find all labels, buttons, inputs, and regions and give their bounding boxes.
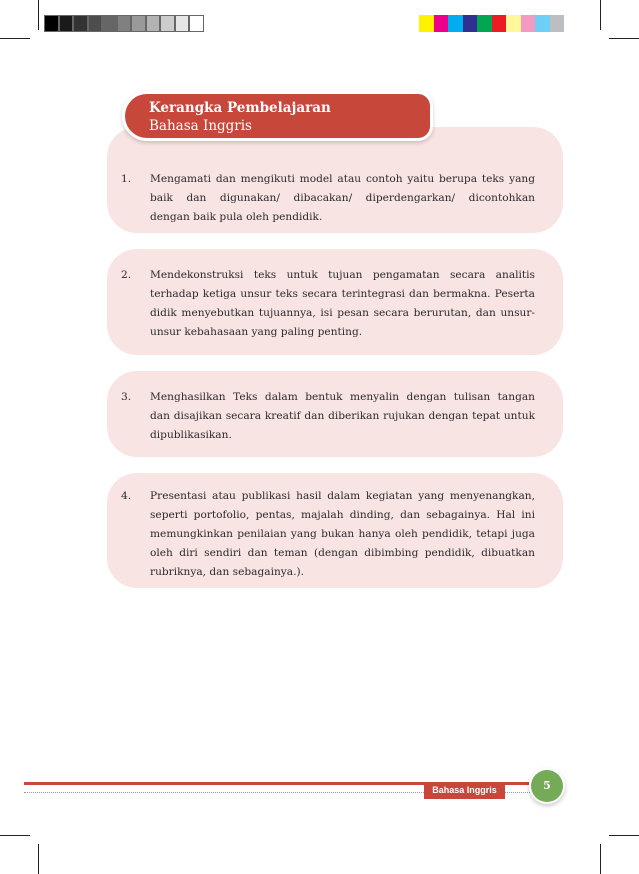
color-swatch — [521, 15, 536, 32]
step-box-4 — [107, 473, 563, 588]
crop-mark — [0, 835, 30, 836]
crop-mark — [38, 844, 39, 874]
gray-swatch — [160, 15, 175, 32]
color-swatch — [477, 15, 492, 32]
item-line: Menghasilkan Teks dalam bentuk menyalin dengan tulisan tangan — [150, 391, 535, 403]
gray-swatch — [117, 15, 132, 32]
gray-swatch — [175, 15, 190, 32]
step-box-2 — [107, 249, 563, 355]
color-swatch — [419, 15, 434, 32]
gray-swatch — [131, 15, 146, 32]
footer-book-title: Bahasa Inggris — [424, 782, 505, 799]
crop-mark — [600, 0, 601, 30]
item-line: dengan baik pula oleh pendidik. — [150, 211, 323, 223]
crop-mark — [609, 38, 639, 39]
step-box-1 — [107, 127, 563, 233]
gray-swatch — [44, 15, 59, 32]
gray-swatch — [88, 15, 103, 32]
section-banner — [125, 94, 430, 138]
banner-subtitle: Bahasa Inggris — [149, 118, 252, 134]
item-line: seperti portofolio, pentas, majalah dinding, dan sebagainya. Hal ini — [150, 509, 535, 521]
color-swatch — [463, 15, 478, 32]
item-line: Mengamati dan mengikuti model atau contoh yaitu berupa teks yang — [150, 173, 535, 185]
item-line: didik menyebutkan tujuannya, isi pesan secara berurutan, dan unsur- — [150, 307, 535, 319]
crop-mark — [609, 835, 639, 836]
color-swatch — [434, 15, 449, 32]
item-line: Presentasi atau publikasi hasil dalam kegiatan yang menyenangkan, — [150, 490, 535, 502]
grayscale-registration-bar — [44, 15, 204, 32]
banner-title: Kerangka Pembelajaran — [149, 100, 331, 116]
item-line: oleh diri sendiri dan teman (dengan dibimbing pendidik, dibuatkan — [150, 547, 535, 559]
item-line: terhadap ketiga unsur teks secara terintegrasi dan bermakna. Peserta — [150, 288, 535, 300]
step-box-3 — [107, 371, 563, 457]
crop-mark — [0, 38, 30, 39]
item-number: 1. — [121, 173, 132, 185]
color-swatch — [535, 15, 550, 32]
color-swatch — [506, 15, 521, 32]
gray-swatch — [59, 15, 74, 32]
page-number: 5 — [531, 770, 563, 802]
item-line: rubriknya, dan sebagainya.). — [150, 566, 304, 578]
item-number: 3. — [121, 391, 132, 403]
item-line: Mendekonstruksi teks untuk tujuan pengamatan secara analitis — [150, 269, 535, 281]
list-item — [121, 266, 535, 342]
list-item — [121, 487, 535, 582]
item-line: baik dan digunakan/ dibacakan/ diperdengarkan/ dicontohkan — [150, 192, 535, 204]
item-line: dan disajikan secara kreatif dan diberikan rujukan dengan tepat untuk — [150, 410, 535, 422]
footer-dotted-line — [24, 792, 424, 793]
item-line: dipublikasikan. — [150, 429, 232, 441]
item-number: 4. — [121, 490, 132, 502]
item-number: 2. — [121, 269, 132, 281]
crop-mark — [38, 0, 39, 30]
color-registration-bar — [419, 15, 564, 32]
gray-swatch — [146, 15, 161, 32]
list-item — [121, 170, 535, 227]
color-swatch — [448, 15, 463, 32]
item-line: memungkinkan penilaian yang bukan hanya oleh pendidik, tetapi juga — [150, 528, 535, 540]
gray-swatch — [73, 15, 88, 32]
gray-swatch — [102, 15, 117, 32]
color-swatch — [492, 15, 507, 32]
color-swatch — [550, 15, 565, 32]
item-line: unsur kebahasaan yang paling penting. — [150, 326, 363, 338]
list-item — [121, 388, 535, 445]
footer-dotted-line — [505, 792, 530, 793]
gray-swatch — [189, 15, 204, 32]
crop-mark — [600, 844, 601, 874]
